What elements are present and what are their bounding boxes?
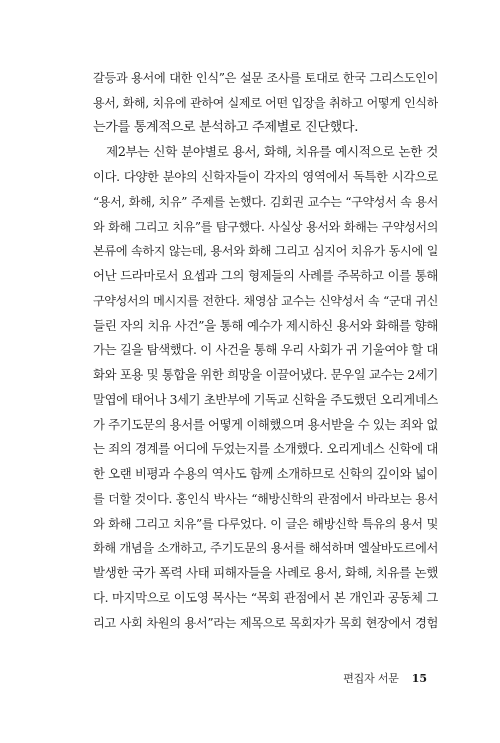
text-line: 를 더할 것이다. 홍인식 박사는 “해방신학의 관점에서 바라보는 용서 (93, 491, 438, 506)
text-line: 화와 포용 및 통합을 위한 희망을 이끌어냈다. 문우일 교수는 2세기 (93, 368, 438, 382)
text-line: 는 죄의 경계를 어디에 두었는지를 소개했다. 오리게네스 신학에 대 (93, 442, 438, 457)
text-line: 가는 길을 탐색했다. 이 사건을 통해 우리 사회가 귀 기울여야 할 대 (93, 343, 438, 358)
text-line: 발생한 국가 폭력 사태 피해자들을 사례로 용서, 화해, 치유를 논했 (93, 565, 438, 580)
running-section-title: 편집자 서문 (343, 672, 399, 685)
page-number: 15 (411, 672, 427, 685)
text-line: 본류에 속하지 않는데, 용서와 화해 그리고 심지어 치유가 동시에 일 (93, 244, 438, 259)
text-line: 리고 사회 차원의 용서”라는 제목으로 목회자가 목회 현장에서 경험 (93, 615, 438, 630)
text-line: 이다. 다양한 분야의 신학자들이 각자의 영역에서 독특한 시각으로 (93, 170, 438, 184)
text-line: 가 주기도문의 용서를 어떻게 이해했으며 용서받을 수 있는 죄와 없 (93, 417, 438, 432)
text-line: 다. 마지막으로 이도영 목사는 “목회 관점에서 본 개인과 공동체 그 (93, 590, 438, 605)
paragraph-first-line: 제2부는 신학 분야별로 용서, 화해, 치유를 예시적으로 논한 것 (106, 144, 438, 160)
text-line: 는가를 통계적으로 분석하고 주제별로 진단했다. (93, 119, 359, 135)
text-line: 한 오랜 비평과 수용의 역사도 함께 소개하므로 신학의 깊이와 넓이 (93, 467, 438, 481)
text-line: 구약성서의 메시지를 전한다. 채영삼 교수는 신약성서 속 “군대 귀신 (93, 293, 438, 308)
text-line: 와 화해 그리고 치유”를 탐구했다. 사실상 용서와 화해는 구약성서의 (93, 219, 438, 234)
text-line: 용서, 화해, 치유에 관하여 실제로 어떤 입장을 취하고 어떻게 인식하 (93, 95, 438, 110)
text-line: 어난 드라마로서 요셉과 그의 형제들의 사례를 주목하고 이를 통해 (93, 269, 438, 283)
text-line: 갈등과 용서에 대한 인식”은 설문 조사를 토대로 한국 그리스도인이 (93, 71, 438, 85)
text-line: 말엽에 태어나 3세기 초반부에 기독교 신학을 주도했던 오리게네스 (93, 392, 438, 407)
text-line: 와 화해 그리고 치유”를 다루었다. 이 글은 해방신학 특유의 용서 및 (93, 516, 438, 531)
text-line: “용서, 화해, 치유” 주제를 논했다. 김회권 교수는 “구약성서 속 용서 (93, 194, 438, 209)
body-text (93, 66, 438, 635)
text-line: 들린 자의 치유 사건”을 통해 예수가 제시하신 용서와 화해를 향해 (93, 317, 438, 333)
page-footer (343, 672, 427, 686)
text-line: 화해 개념을 소개하고, 주기도문의 용서를 해석하며 엘살바도르에서 (93, 541, 438, 556)
